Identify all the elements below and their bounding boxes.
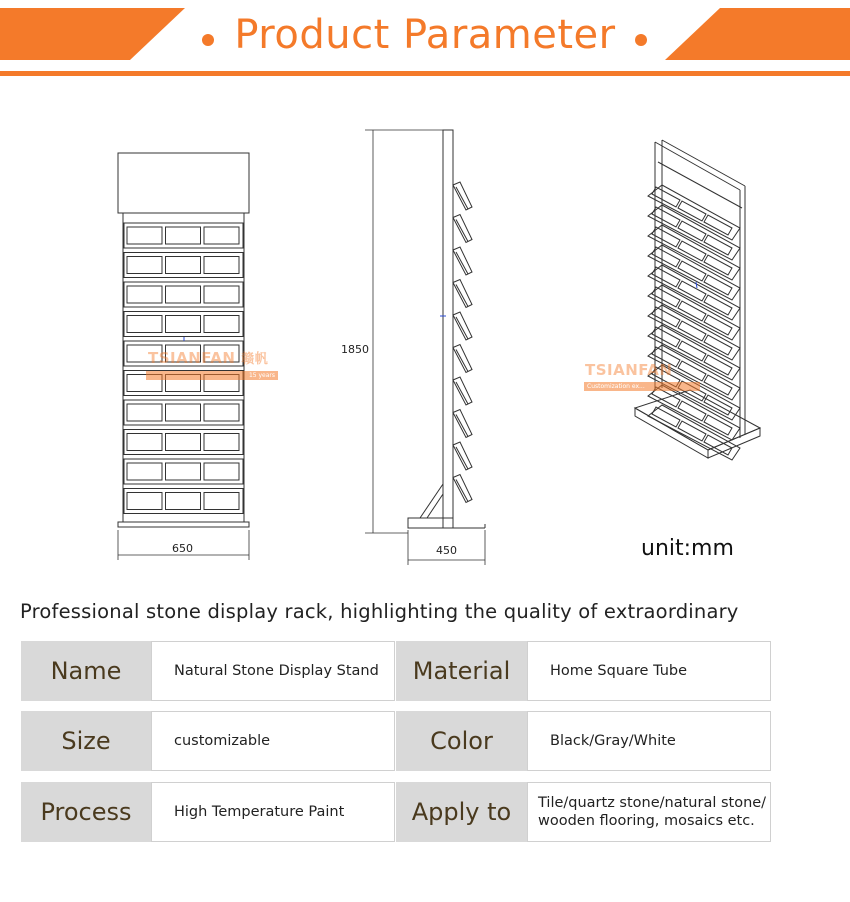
page-title: Product Parameter (234, 12, 616, 58)
param-label-apply-to: Apply to (396, 782, 527, 842)
header-banner (0, 0, 850, 80)
front-shelf (124, 400, 243, 425)
param-row (21, 641, 771, 701)
param-label-size: Size (21, 711, 151, 771)
side-shelf (453, 215, 472, 243)
depth-dimension-label: 450 (436, 544, 457, 557)
side-shelf (453, 475, 472, 503)
front-shelf (124, 459, 243, 484)
param-value-material: Home Square Tube (527, 641, 771, 701)
iso-shelf (648, 405, 740, 460)
front-shelf (124, 253, 243, 278)
front-view-drawing (118, 153, 249, 527)
param-value-size: customizable (151, 711, 395, 771)
watermark-iso (585, 361, 672, 379)
param-value-color: Black/Gray/White (527, 711, 771, 771)
side-shelf (453, 182, 472, 210)
param-label-process: Process (21, 782, 151, 842)
side-shelf (453, 247, 472, 275)
isometric-view-drawing (635, 140, 760, 460)
front-shelf (124, 430, 243, 455)
height-dimension (365, 130, 443, 533)
param-value-name: Natural Stone Display Stand (151, 641, 395, 701)
param-row (21, 711, 771, 771)
param-label-color: Color (396, 711, 527, 771)
front-shelf (124, 489, 243, 514)
watermark-brand-front: TSIANFAN (148, 349, 236, 367)
side-shelf (453, 345, 472, 373)
watermark-brand-cn-front: 赣帆 (241, 352, 269, 367)
technical-drawings (0, 90, 850, 580)
watermark-sub-front: 15 years (146, 371, 278, 380)
front-shelf (124, 282, 243, 307)
watermark-brand-iso: TSIANFAN (585, 361, 673, 379)
param-label-name: Name (21, 641, 151, 701)
front-shelf (124, 312, 243, 337)
param-value-apply-to: Tile/quartz stone/natural stone/ wooden flooring, mosaics etc. (527, 782, 771, 842)
side-shelf (453, 312, 472, 340)
param-value-process: High Temperature Paint (151, 782, 395, 842)
watermark-front (148, 348, 268, 367)
front-shelf (124, 223, 243, 248)
watermark-sub-iso: Customization ex... (584, 382, 700, 391)
width-dimension-label: 650 (172, 542, 193, 555)
side-shelf (453, 410, 472, 438)
side-shelf (453, 280, 472, 308)
unit-label: unit:mm (641, 536, 734, 561)
side-shelf (453, 377, 472, 405)
param-row (21, 782, 771, 842)
product-description: Professional stone display rack, highlighting the quality of extraordinary (20, 600, 739, 623)
height-dimension-label: 1850 (341, 343, 369, 356)
param-label-material: Material (396, 641, 527, 701)
side-view-drawing (408, 130, 485, 528)
side-shelf (453, 442, 472, 470)
drawing-canvas (0, 90, 850, 580)
